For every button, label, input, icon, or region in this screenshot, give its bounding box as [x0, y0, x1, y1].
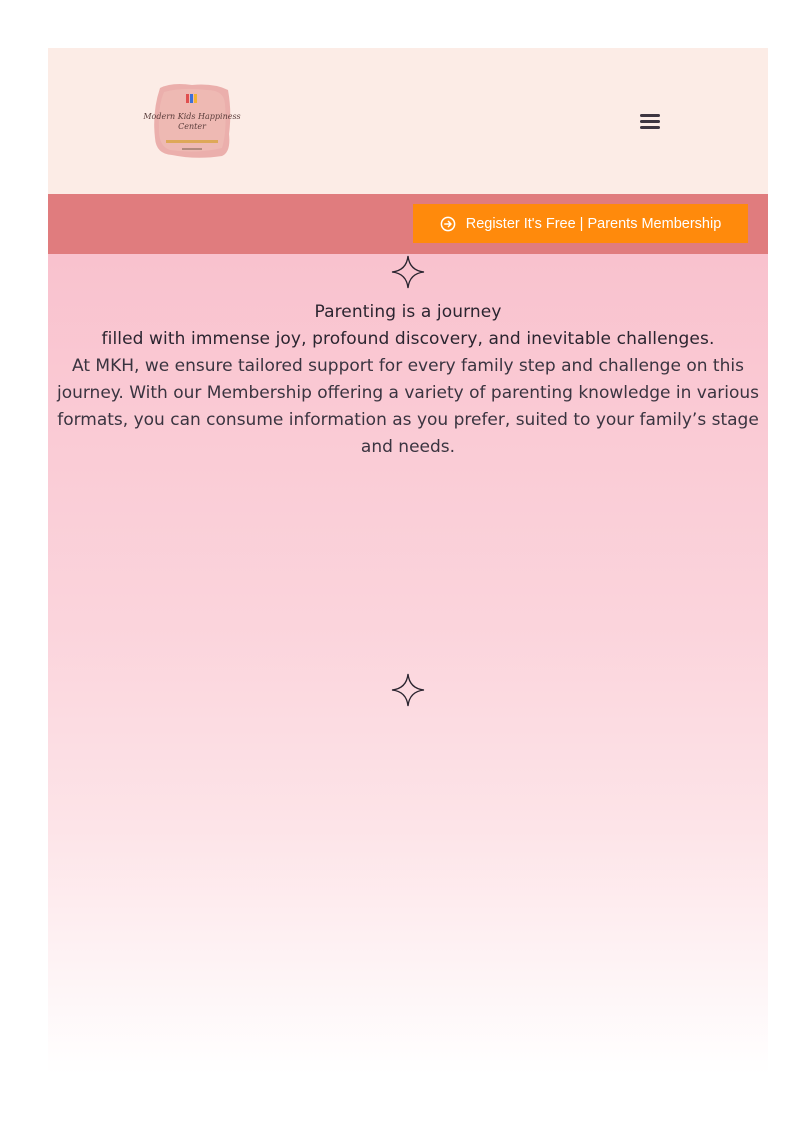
menu-toggle-button[interactable]: [636, 110, 664, 134]
register-button-label: Register It's Free | Parents Membership: [465, 215, 722, 232]
intro-line-1: Parenting is a journey: [314, 302, 502, 322]
page: [48, 48, 768, 1075]
promo-bar: [48, 194, 768, 254]
intro-body: At MKH, we ensure tailored support for every family step and challenge on this journey. With our Membership offering a variety of parenting knowledge in various formats, you can consume information as you prefer, suited to your family’s stage and needs.: [56, 356, 760, 457]
sparkle-icon: [390, 254, 426, 290]
hamburger-menu-icon: [640, 114, 660, 117]
sparkle-icon: [390, 672, 426, 708]
intro-text: [56, 299, 760, 461]
intro-section: [48, 254, 768, 1075]
register-button[interactable]: [413, 204, 748, 243]
svg-text:Modern Kids Happiness: Modern Kids Happiness: [143, 112, 241, 121]
svg-text:Center: Center: [178, 122, 206, 131]
site-logo[interactable]: [143, 82, 241, 158]
intro-line-2: filled with immense joy, profound discovery, and inevitable challenges.: [101, 329, 715, 349]
site-header: [48, 48, 768, 194]
arrow-circle-right-icon: [440, 216, 456, 232]
